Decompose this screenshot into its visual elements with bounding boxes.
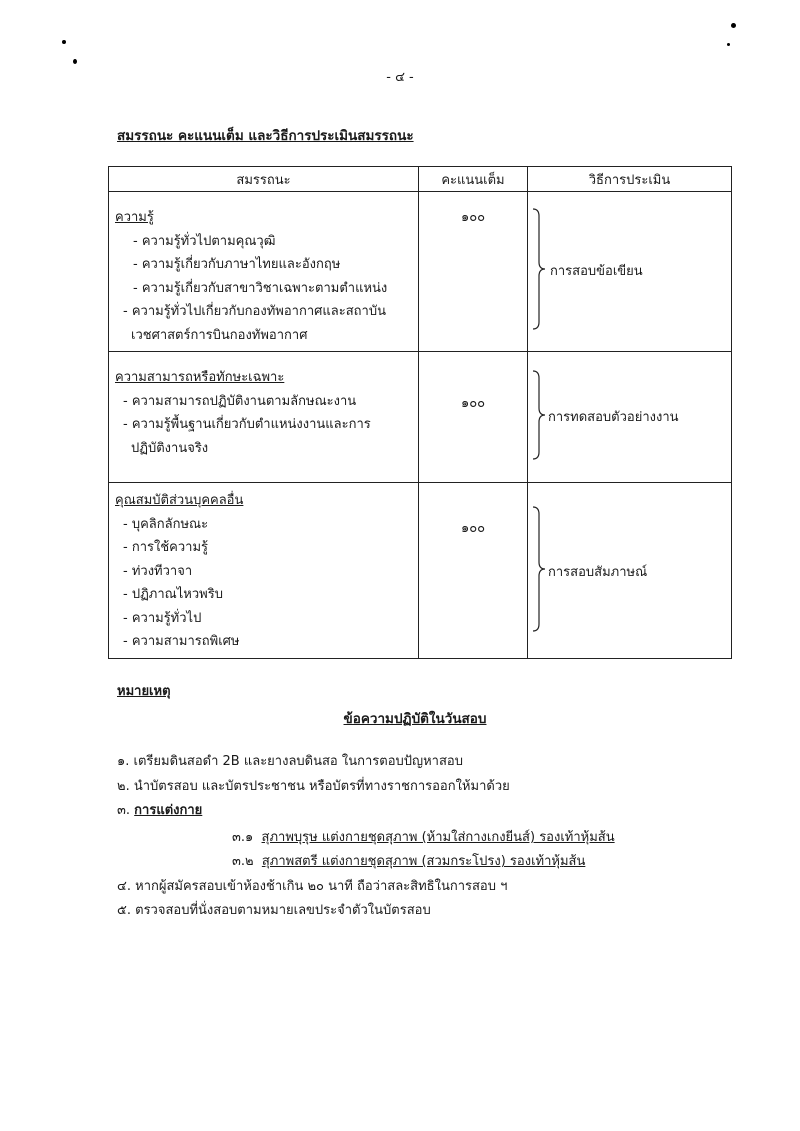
curly-brace-icon [532, 370, 546, 460]
competency-item: - บุคลิกลักษณะ [123, 516, 209, 532]
dress-rule-item [232, 826, 615, 847]
competency-table [108, 166, 732, 659]
rule-number: ๓. [117, 803, 131, 818]
competency-heading: ความสามารถหรือทักษะเฉพาะ [115, 370, 285, 385]
competency-item: - ความรู้ทั่วไป [123, 610, 202, 626]
competency-item: - ความรู้เกี่ยวกับภาษาไทยและอังกฤษ [133, 257, 341, 272]
table-row [109, 483, 732, 659]
rule-text: การแต่งกาย [134, 803, 203, 818]
full-score: ๑๐๐ [460, 521, 486, 536]
table-row [109, 352, 732, 483]
header-method: วิธีการประเมิน [528, 167, 732, 192]
method-cell [528, 192, 731, 346]
rule-text: เตรียมดินสอดำ 2B และยางลบดินสอ ในการตอบปัญหาสอบ [133, 754, 463, 769]
rule-number: ๔. [117, 879, 131, 894]
scan-speck [731, 23, 736, 28]
competency-item: - ความสามารถพิเศษ [123, 634, 240, 649]
full-score: ๑๐๐ [460, 210, 486, 225]
page-number: - ๔ - [386, 70, 414, 85]
competency-item: - ความสามารถปฏิบัติงานตามลักษณะงาน [123, 393, 357, 409]
remark-label: หมายเหตุ [117, 684, 171, 699]
rule-text: นำบัตรสอบ และบัตรประชาชน หรือบัตรที่ทางราชการออกให้มาด้วย [133, 779, 510, 794]
dress-rule-number: ๓.๑ [232, 830, 254, 845]
method-cell [528, 483, 731, 653]
table-row [109, 192, 732, 352]
competency-item-continuation: เวชศาสตร์การบินกองทัพอากาศ [131, 327, 308, 343]
header-competency: สมรรถนะ [109, 167, 419, 192]
section-title: สมรรถนะ คะแนนเต็ม และวิธีการประเมินสมรรถนะ [117, 128, 414, 144]
dress-rule-item [232, 850, 585, 871]
evaluation-method: การสอบข้อเขียน [550, 264, 643, 279]
evaluation-method: การทดสอบตัวอย่างงาน [548, 410, 679, 425]
rule-text: หากผู้สมัครสอบเข้าห้องช้าเกิน ๒๐ นาที ถือว่าสละสิทธิในการสอบ ฯ [135, 879, 508, 894]
scan-speck [73, 59, 77, 64]
rule-item [117, 775, 510, 796]
competency-item: - การใช้ความรู้ [123, 540, 208, 555]
scan-speck [62, 40, 66, 44]
competency-heading: ความรู้ [115, 210, 154, 225]
rule-item [117, 750, 463, 771]
rule-item [117, 875, 507, 896]
rule-item [117, 799, 202, 820]
dress-rule-number: ๓.๒ [232, 854, 254, 869]
competency-heading: คุณสมบัติส่วนบุคคลอื่น [115, 493, 244, 508]
curly-brace-icon [532, 506, 546, 632]
exam-rules-title: ข้อความปฏิบัติในวันสอบ [343, 711, 487, 727]
competency-item: - ความรู้ทั่วไปเกี่ยวกับกองทัพอากาศและสถาบัน [123, 304, 386, 319]
competency-cell [109, 192, 418, 351]
competency-cell [109, 352, 418, 464]
table-header-row [109, 167, 732, 192]
competency-item: - ท่วงทีวาจา [123, 563, 193, 579]
rule-number: ๕. [117, 903, 131, 918]
dress-rule-text: สุภาพบุรุษ แต่งกายชุดสุภาพ (ห้ามใส่กางเกงยีนส์) รองเท้าหุ้มส้น [261, 830, 615, 845]
competency-cell [109, 483, 418, 658]
competency-item-continuation: ปฏิบัติงานจริง [131, 440, 209, 456]
competency-item: - ความรู้พื้นฐานเกี่ยวกับตำแหน่งงานและการ [123, 417, 371, 432]
curly-brace-icon [532, 208, 546, 330]
rule-number: ๒. [117, 779, 130, 794]
competency-item: - ความรู้ทั่วไปตามคุณวุฒิ [133, 233, 276, 249]
header-full-score: คะแนนเต็ม [419, 167, 528, 192]
rule-number: ๑. [117, 754, 130, 769]
rule-item [117, 899, 431, 920]
rule-text: ตรวจสอบที่นั่งสอบตามหมายเลขประจำตัวในบัตรสอบ [135, 903, 431, 918]
evaluation-method: การสอบสัมภาษณ์ [548, 565, 648, 580]
competency-item: - ปฏิภาณไหวพริบ [123, 587, 223, 602]
method-cell [528, 352, 731, 481]
full-score: ๑๐๐ [460, 396, 486, 411]
competency-item: - ความรู้เกี่ยวกับสาขาวิชาเฉพาะตามตำแหน่ง [133, 280, 388, 296]
dress-rule-text: สุภาพสตรี แต่งกายชุดสุภาพ (สวมกระโปรง) รองเท้าหุ้มส้น [261, 854, 586, 869]
scan-speck [727, 43, 730, 46]
